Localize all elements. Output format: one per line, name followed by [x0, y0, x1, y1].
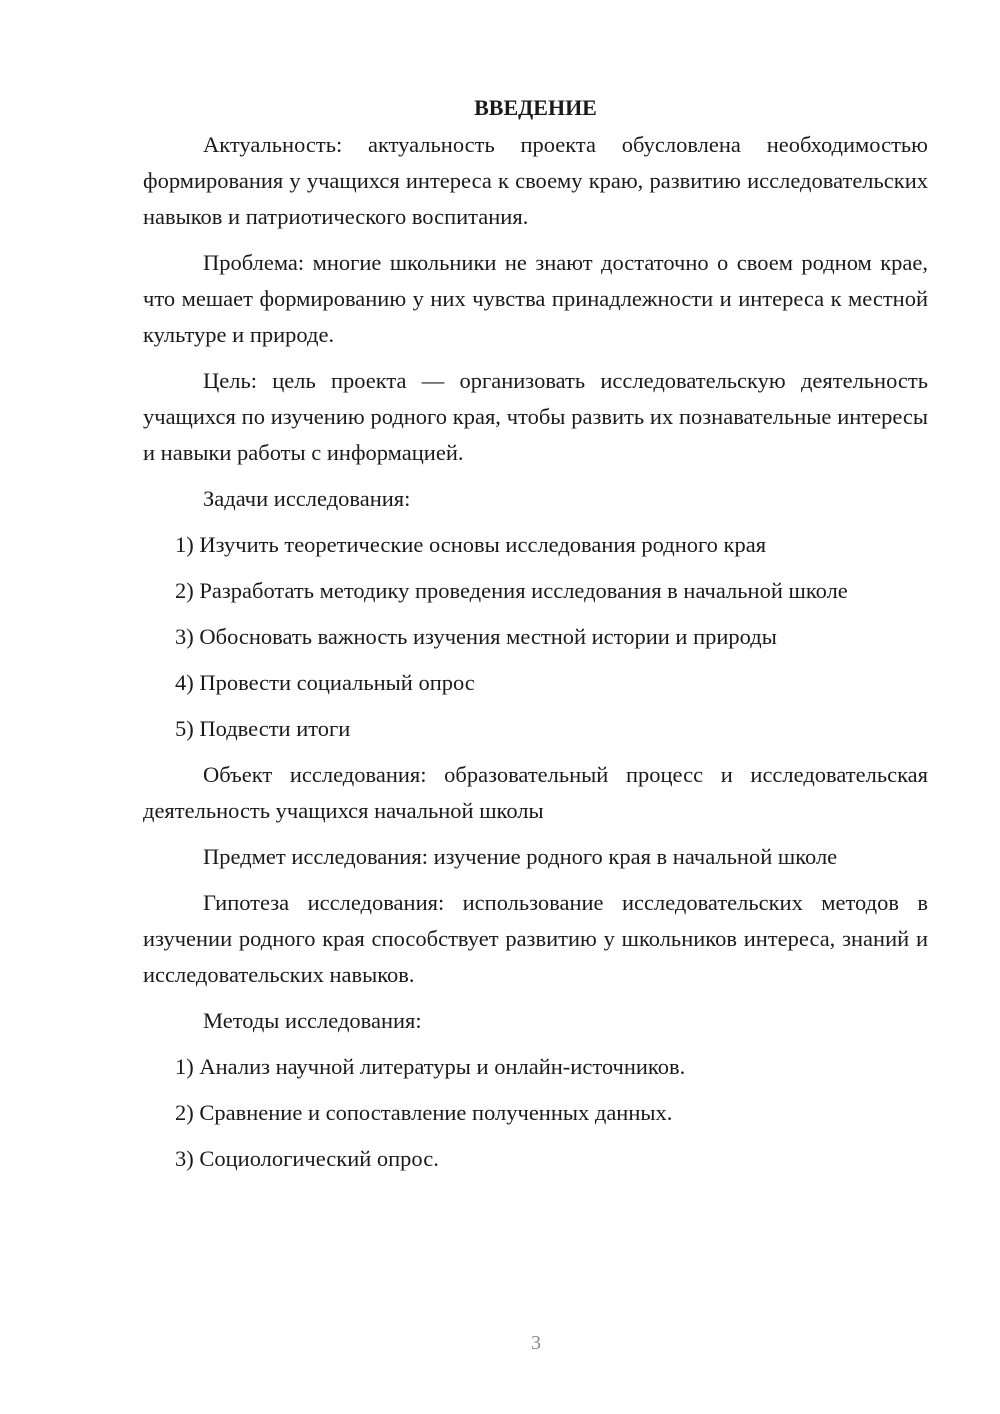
- task-item: 3) Обосновать важность изучения местной истории и природы: [175, 624, 777, 649]
- section-heading: ВВЕДЕНИЕ: [474, 95, 597, 120]
- method-item: 2) Сравнение и сопоставление полученных данных.: [175, 1100, 673, 1125]
- method-item: 3) Социологический опрос.: [175, 1146, 439, 1171]
- methods-list: [143, 1049, 928, 1177]
- task-item: 4) Провести социальный опрос: [175, 670, 475, 695]
- method-item: 1) Анализ научной литературы и онлайн-источников.: [175, 1054, 686, 1079]
- subject-paragraph: Предмет исследования: изучение родного края в начальной школе: [203, 844, 838, 869]
- hypothesis-paragraph: Гипотеза исследования: использование исследовательских методов в изучении родного края способствует развитию у школьников интереса, знаний и исследовательских навыков.: [143, 890, 928, 987]
- page-content: [143, 90, 928, 1187]
- goal-paragraph: Цель: цель проекта — организовать исследовательскую деятельность учащихся по изучению родного края, чтобы развить их познавательные интересы и навыки работы с информацией.: [143, 368, 928, 465]
- task-item: 2) Разработать методику проведения исследования в начальной школе: [175, 578, 848, 603]
- methods-label: Методы исследования:: [203, 1008, 422, 1033]
- relevance-paragraph: Актуальность: актуальность проекта обусловлена необходимостью формирования у учащихся интереса к своему краю, развитию исследовательских навыков и патриотического воспитания.: [143, 132, 928, 229]
- tasks-label: Задачи исследования:: [203, 486, 411, 511]
- tasks-list: [143, 527, 928, 747]
- object-paragraph: Объект исследования: образовательный процесс и исследовательская деятельность учащихся начальной школы: [143, 762, 928, 823]
- problem-paragraph: Проблема: многие школьники не знают достаточно о своем родном крае, что мешает формированию у них чувства принадлежности и интереса к местной культуре и природе.: [143, 250, 928, 347]
- page-number: 3: [531, 1332, 541, 1354]
- task-item: 5) Подвести итоги: [175, 716, 351, 741]
- task-item: 1) Изучить теоретические основы исследования родного края: [175, 532, 767, 557]
